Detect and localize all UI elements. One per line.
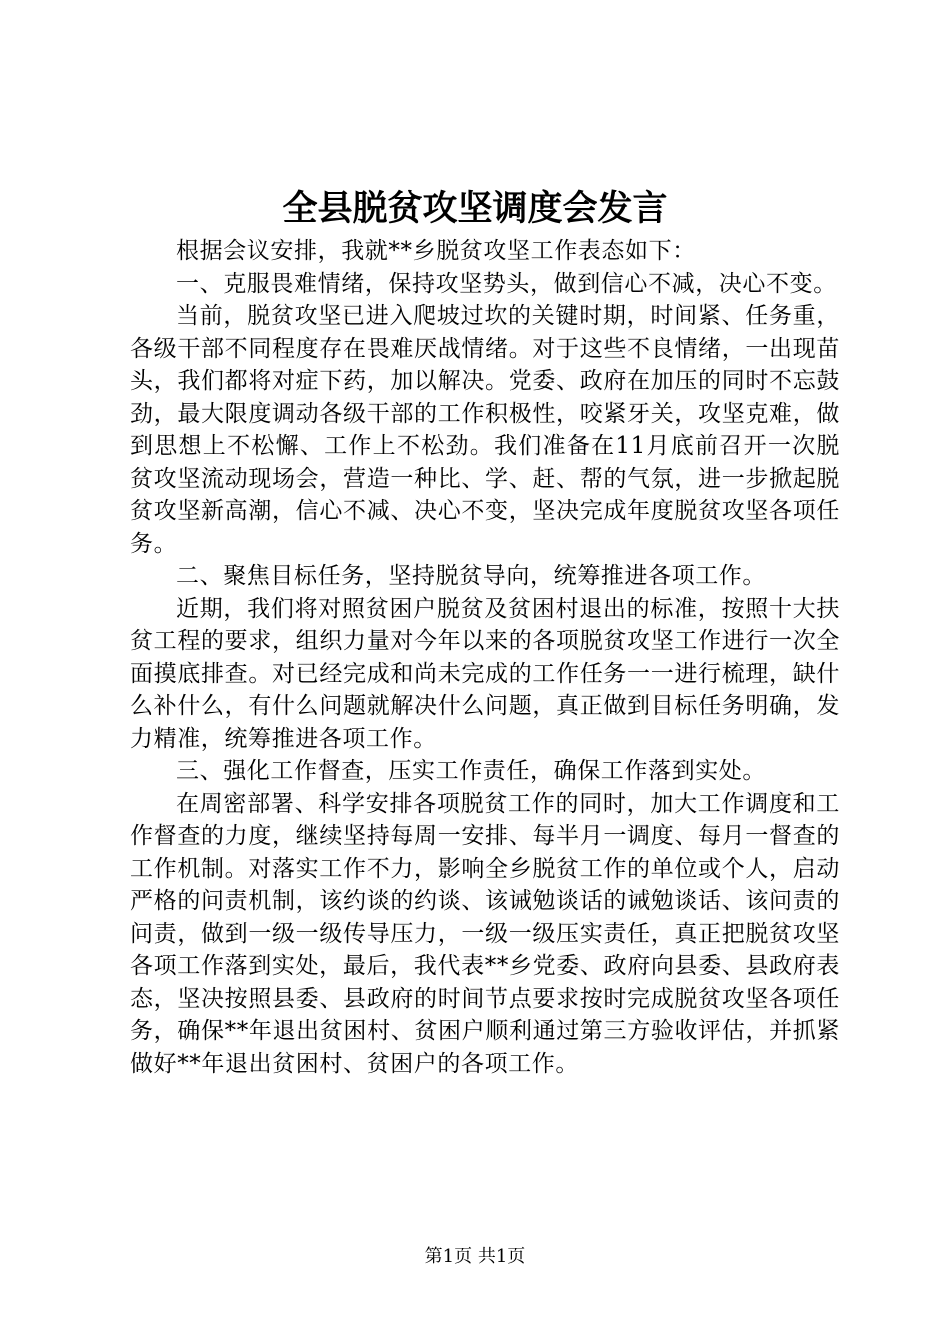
- section-body-3: 在周密部署、科学安排各项脱贫工作的同时，加大工作调度和工作督查的力度，继续坚持每周一安排、每半月一调度、每月一督查的工作机制。对落实工作不力，影响全乡脱贫工作的单位或个人，启动严格的问责机制，该约谈的约谈、该诫勉谈话的诫勉谈话、该问责的问责，做到一级一级传导压力，一级一级压实责任，真正把脱贫攻坚各项工作落到实处，最后，我代表**乡党委、政府向县委、县政府表态，坚决按照县委、县政府的时间节点要求按时完成脱贫攻坚各项任务，确保**年退出贫困村、贫困户顺利通过第三方验收评估，并抓紧做好**年退出贫困村、贫困户的各项工作。: [130, 790, 840, 1077]
- section-body-2: 近期，我们将对照贫困户脱贫及贫困村退出的标准，按照十大扶贫工程的要求，组织力量对今年以来的各项脱贫攻坚工作进行一次全面摸底排查。对已经完成和尚未完成的工作任务一一进行梳理，缺什么补什么，有什么问题就解决什么问题，真正做到目标任务明确，发力精准，统筹推进各项工作。: [130, 595, 840, 752]
- page-number-footer: 第1页 共1页: [424, 1246, 526, 1267]
- section-heading-3: 三、强化工作督查，压实工作责任，确保工作落到实处。: [176, 758, 766, 784]
- section-heading-1: 一、克服畏难情绪，保持攻坚势头，做到信心不减，决心不变。: [176, 270, 837, 297]
- document-body: [130, 235, 840, 1080]
- section-heading-2: 二、聚焦目标任务，坚持脱贫导向，统筹推进各项工作。: [176, 563, 766, 589]
- section-body-1: 当前，脱贫攻坚已进入爬坡过坎的关键时期，时间紧、任务重，各级干部不同程度存在畏难厌战情绪。对于这些不良情绪，一出现苗头，我们都将对症下药，加以解决。党委、政府在加压的同时不忘鼓劲，最大限度调动各级干部的工作积极性，咬紧牙关，攻坚克难，做到思想上不松懈、工作上不松劲。我们准备在11月底前召开一次脱贫攻坚流动现场会，营造一种比、学、赶、帮的气氛，进一步掀起脱贫攻坚新高潮，信心不减、决心不变，坚决完成年度脱贫攻坚各项任务。: [130, 303, 840, 557]
- paragraph-intro: 根据会议安排，我就**乡脱贫攻坚工作表态如下：: [176, 238, 696, 264]
- document-title: 全县脱贫攻坚调度会发言: [282, 188, 668, 229]
